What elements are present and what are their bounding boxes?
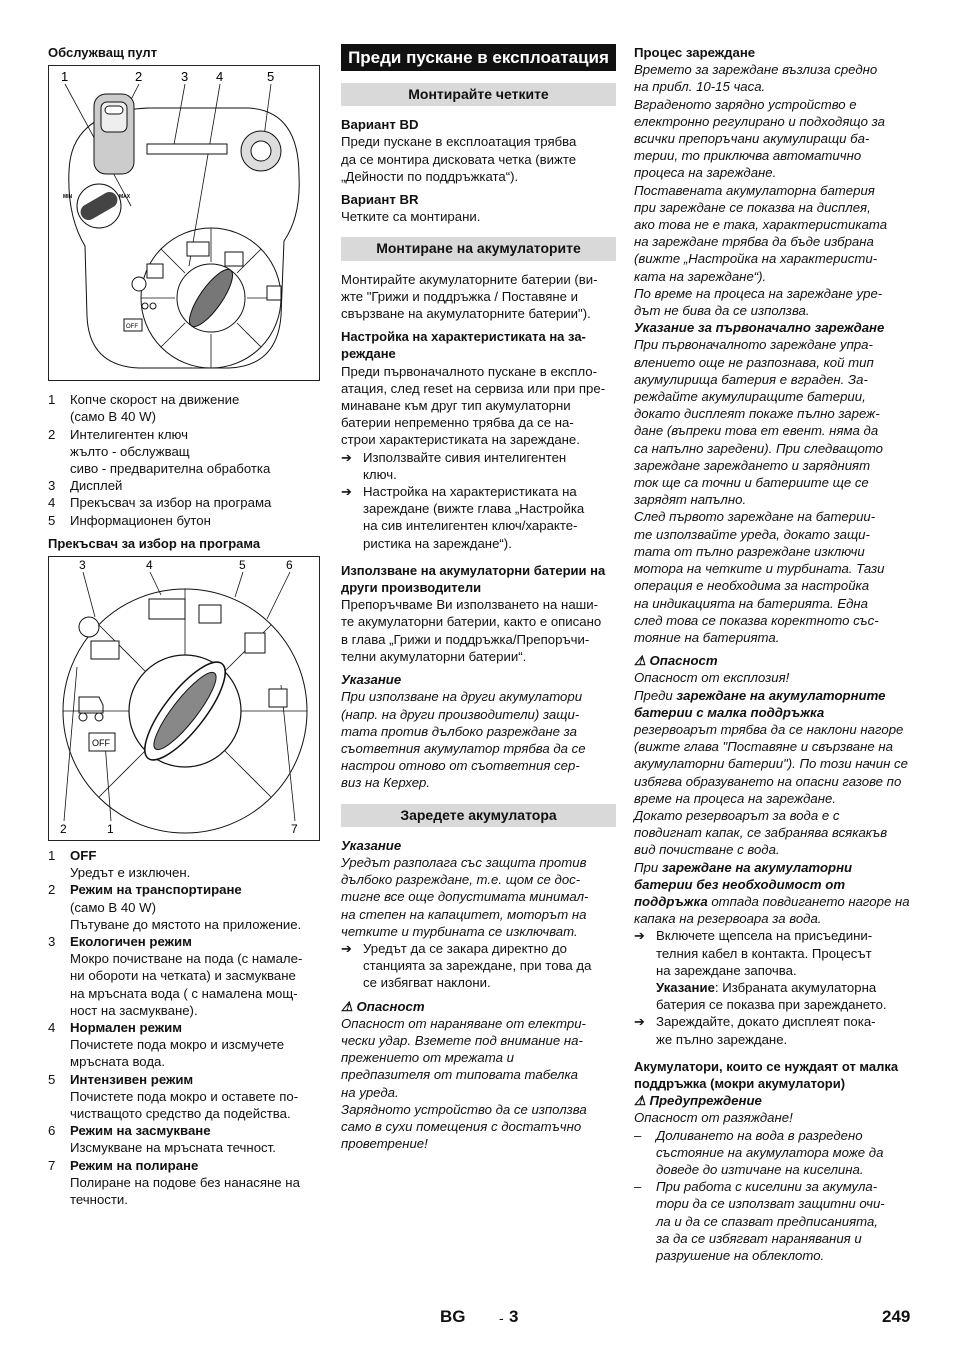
- wet-batteries-title: Акумулатори, които се нуждаят от малка поддръжка (мокри акумулатори): [634, 1058, 899, 1091]
- text-line: Четките са монтирани.: [341, 209, 481, 225]
- process-title: Процес зареждане: [634, 45, 756, 60]
- subhead-charge-battery: Заредете акумулатора: [341, 804, 616, 827]
- arrow-icon: ➔: [634, 928, 646, 944]
- footer-page-small: 3: [509, 1307, 519, 1326]
- footer-dash: -: [499, 1310, 504, 1326]
- text-line: жте "Грижи и поддръжка / Поставяне и: [341, 288, 579, 304]
- footer-language: BG: [440, 1307, 466, 1326]
- other-batteries-title: Използване на акумулаторни батерии на други производители: [341, 562, 606, 596]
- text-line: Препоръчваме Ви използването на наши-: [341, 597, 598, 613]
- step-item: ➔ Използвайте сивия интелигентен ключ.: [341, 449, 567, 482]
- fig1-max-label: MAX: [119, 194, 131, 201]
- selector-legend-item: 4 Нормален режим Почистете пода мокро и изсмучете мръсната вода.: [48, 1020, 285, 1070]
- arrow-icon: ➔: [341, 449, 353, 465]
- note-label: Указание: [341, 837, 402, 853]
- step-item: ➔ Настройка на характеристиката на зареждане (вижте глава „Настройка на сив интелигентен ключ/характе- ристика на зареждане“).: [341, 484, 585, 551]
- panel-legend-item: 2 Интелигентен ключ жълто - обслужващ сиво - предварителна обработка: [48, 426, 271, 477]
- warning-triangle-icon: ⚠: [634, 1093, 646, 1109]
- selector-legend: [48, 847, 320, 1208]
- arrow-icon: ➔: [341, 940, 353, 956]
- fig1-off-label: OFF: [126, 324, 138, 331]
- column-3: [634, 44, 910, 1264]
- footer-page-number: 249: [882, 1307, 911, 1326]
- fig2-callout-7: 7: [291, 822, 298, 837]
- text-line: минаване към друг тип акумулаторни: [341, 398, 571, 414]
- charge-note: Уредът разполага със защита против дълбоко разреждане, т.е. щом се дос- тигне все още допустимата минимал- на степен на капацитет, моторът на четките и турбината се изключват.: [341, 854, 589, 939]
- selector-legend-item: 1 OFF Уредът е изключен.: [48, 848, 191, 881]
- text-line: „Дейности по поддръжката“).: [341, 168, 519, 184]
- panel-legend-item: 5 Информационен бутон: [48, 512, 211, 528]
- panel-legend-item: 4 Прекъсвач за избор на програма: [48, 495, 272, 511]
- initial-charge-title: Указание за първоначално зареждане: [634, 320, 885, 336]
- selector-legend-item: 3 Екологичен режим Мокро почистване на пода (с намале- ни обороти на четката) и засмукване на мръсната вода ( с намалена мощ- ност на засмукване).: [48, 934, 303, 1018]
- danger-label-row: ⚠ Опасност: [341, 998, 425, 1014]
- explosion-block: Опасност от експлозия! Преди зареждане на акумулаторните батерии с малка поддръжка резервоарът трябва да се наклони нагоре (вижте глава "Поставяне и свързване на акумулаторни батерии"). По този начин се избягва образуването на опасни газове по време на процеса на зареждане. Докато резервоарът за вода е с повдигнат капак, се забранява всякакъв вид почистване с вода. При зареждане на акумулаторни батерии без необходимост от поддръжка отпада повдигането нагоре на капака на резервоара за вода.: [634, 670, 910, 927]
- text-line: Преди първоначалното пускане в експло-: [341, 363, 598, 379]
- column-2: [341, 44, 616, 1152]
- corrosion-text: Опасност от разяждане!: [634, 1110, 793, 1126]
- subhead-mount-brushes: Монтирайте четките: [341, 83, 616, 106]
- text-line: атация, след reset на сервиза или при пре-: [341, 380, 606, 396]
- section-title: Преди пускане в експлоатация: [341, 44, 616, 71]
- fig2-callout-4: 4: [146, 558, 153, 573]
- fig2-callout-3: 3: [79, 558, 86, 573]
- selector-legend-item: 5 Интензивен режим Почистете пода мокро и оставете по- чистващото средство да подейства.: [48, 1071, 299, 1122]
- program-selector-drawing: [49, 557, 319, 840]
- danger-label-row: ⚠ Опасност: [634, 653, 718, 669]
- dash-item: – Доливането на вода в разредено състояние на акумулатора може да доведе до изтичане на киселина.: [634, 1127, 884, 1177]
- variant-bd-title: Вариант BD: [341, 117, 419, 133]
- process-text: Времето за зареждане възлиза средно на прибл. 10-15 часа. Вграденото зарядно устройство е електронно регулирано и подходящо за всички препоръчани акумулиращи ба- терии, то приключва автоматично процеса на зареждане. Поставената акумулаторна батерия при зареждане се показва на дисплея, ако това не е така, характеристиката на зареждане трябва да бъде избрана (вижте „Настройка на характеристи- ката на зареждане“). По време на процеса на зареждане уре- дът не бива да се използва.: [634, 62, 888, 319]
- other-batteries-note: При използване на други акумулатори (напр. на други производители) защи- тата против дълбоко разреждане за съответния акумулатор трябва да се настрои отново от съответния сер- виз на Керхер.: [341, 689, 586, 791]
- step-item: ➔ Зареждайте, докато дисплеят пока- же пълно зареждане.: [634, 1014, 876, 1047]
- text-line: да се монтира дисковата четка (вижте: [341, 151, 577, 167]
- fig1-callout-4: 4: [216, 69, 224, 85]
- text-line: телни акумулаторни батерии“.: [341, 648, 527, 664]
- fig2-callout-1: 1: [107, 822, 114, 837]
- panel-legend: [48, 391, 320, 529]
- dash-item: – При работа с киселини за акумула- тори да се използват защитни очи- ла и да се спазват предписанията, за да се избягват наранявания и разрушение на облеклото.: [634, 1179, 885, 1264]
- arrow-icon: ➔: [341, 484, 353, 500]
- control-panel-figure: [48, 65, 320, 381]
- text-line: Монтирайте акумулаторните батерии (ви-: [341, 271, 598, 287]
- panel-legend-item: 3 Дисплей: [48, 478, 123, 494]
- fig1-min-label: MIN: [63, 194, 73, 201]
- program-selector-figure: [48, 556, 320, 841]
- fig2-callout-2: 2: [60, 822, 67, 837]
- warning-label-row: ⚠ Предупреждение: [634, 1093, 762, 1109]
- warning-triangle-icon: ⚠: [341, 998, 353, 1014]
- fig1-callout-3: 3: [181, 69, 189, 85]
- initial-charge-text: При първоначалното зареждане упра- влението още не разпознава, кой тип акумулирища батерия е вграден. За- реждайте акумулиращите батерии, докато дисплеят покаже пълно зареж- дане (въпреки това ет евент. няма да са напълно заредени). При следващото зареждане зареждането и зарядният ток ще са точни и батериите ще се зарядят напълно. След първото зареждане на батерии- те използвайте уреда, докато защи- тата от пълно разреждане изключи мотора на четките и турбината. Тази операция е необходима за настройка на индикацията на батерията. Една след това се показва коректното със- тояние на батерията.: [634, 337, 885, 645]
- fig1-callout-2: 2: [135, 69, 143, 85]
- charge-setting-title: Настройка на характеристиката на за-реждане: [341, 329, 586, 362]
- note-label: Указание: [341, 672, 402, 688]
- selector-legend-item: 2 Режим на транспортиране (само B 40 W) Пътуване до мястото на приложение.: [48, 882, 302, 932]
- text-line: строи характеристиката на зареждане.: [341, 432, 580, 448]
- selector-title: Прекъсвач за избор на програма: [48, 535, 261, 551]
- step-item: ➔ Уредът да се закара директно до станцията за зареждане, при това да се избягват наклони.: [341, 940, 592, 991]
- text-line: свързване на акумулаторните батерии").: [341, 306, 591, 322]
- panel-legend-item: 1 Копче скорост на движение (само B 40 W): [48, 392, 240, 425]
- fig1-callout-1: 1: [61, 69, 69, 85]
- fig2-callout-5: 5: [239, 558, 246, 573]
- selector-legend-item: 7 Режим на полиране Полиране на подове без нанасяне на течности.: [48, 1157, 300, 1208]
- step-item: ➔ Включете щепсела на присъедини- телния кабел в контакта. Процесът на зареждане започва. Указание: Избраната акумулаторна батерия се показва при зареждането.: [634, 928, 887, 1013]
- fig2-callout-6: 6: [286, 558, 293, 573]
- text-line: Преди пускане в експлоатация трябва: [341, 134, 577, 150]
- text-line: в глава „Грижи и поддръжка/Препоръчи-: [341, 631, 590, 647]
- fig1-callout-5: 5: [267, 69, 275, 85]
- danger-text: Опасност от нараняване от електри- чески удар. Вземете под внимание на- прежението от мрежата и предпазителя от типовата табелка на уреда. Зарядното устройство да се използва само в сухи помещения с достатъчно проветрение!: [341, 1015, 587, 1152]
- fig2-off-label: OFF: [92, 738, 110, 749]
- panel-title: Обслужващ пулт: [48, 45, 158, 60]
- selector-legend-item: 6 Режим на засмукване Изсмукване на мръсната течност.: [48, 1123, 276, 1156]
- subhead-mount-batteries: Монтиране на акумулаторите: [341, 237, 616, 260]
- warning-triangle-icon: ⚠: [634, 653, 646, 669]
- text-line: те акумулаторни батерии, както е описано: [341, 614, 602, 630]
- text-line: батерии непременно трябва да се на-: [341, 415, 574, 431]
- column-1: [48, 44, 320, 1208]
- arrow-icon: ➔: [634, 1014, 646, 1030]
- variant-br-title: Вариант BR: [341, 192, 419, 208]
- control-panel-drawing: [49, 66, 319, 380]
